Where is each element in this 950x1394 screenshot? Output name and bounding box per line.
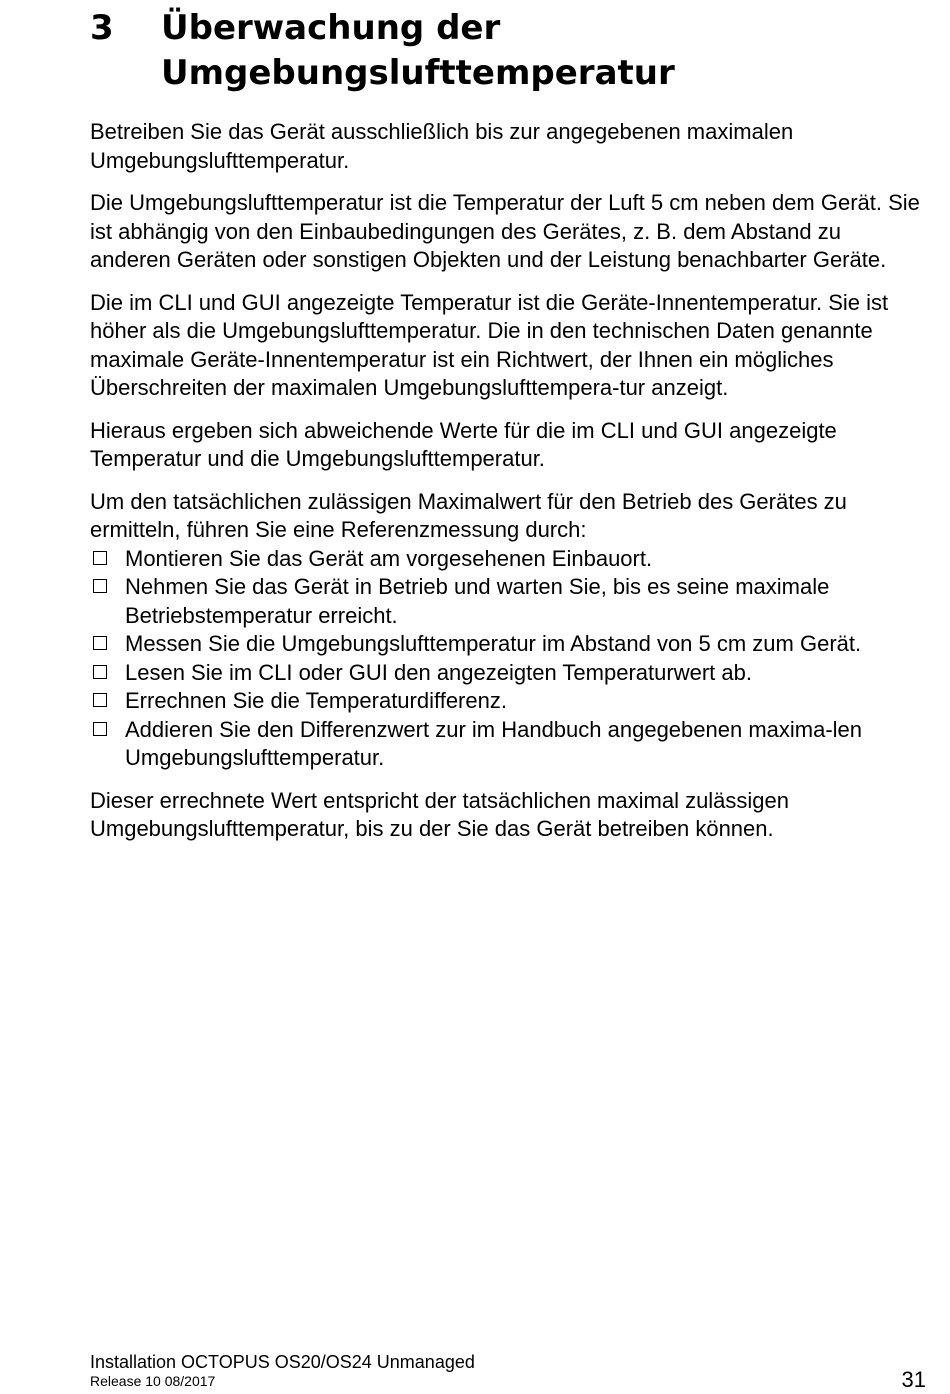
paragraph-reference-measurement: Um den tatsächlichen zulässigen Maximalwert für den Betrieb des Gerätes zu ermitteln, führen Sie eine Referenzmessung durch: (90, 488, 847, 542)
paragraph-internal-temperature: Die im CLI und GUI angezeigte Temperatur ist die Geräte-Innentemperatur. Sie ist höher als die Umgebungslufttemperatur. Die in den technischen Daten genannte maximale Geräte-Innentemperatur ist ein Richtwert, der Ihnen ein mögliches Überschreiten der maximalen Umgebungslufttempera-tur anzeigt. (90, 289, 889, 400)
section-number: 3 (90, 8, 114, 48)
step-item (90, 716, 925, 773)
step-text: Messen Sie die Umgebungslufttemperatur im Abstand von 5 cm zum Gerät. (125, 631, 862, 656)
step-list (90, 545, 925, 773)
checkbox-bullet-icon (93, 551, 107, 565)
page-number: 31 (901, 1367, 926, 1392)
section-title-line-2: Umgebungslufttemperatur (161, 53, 675, 93)
checkbox-bullet-icon (93, 579, 107, 593)
step-item (90, 573, 925, 630)
step-item (90, 630, 925, 659)
step-text: Lesen Sie im CLI oder GUI den angezeigten Temperaturwert ab. (125, 659, 752, 685)
checkbox-bullet-icon (93, 636, 107, 650)
step-text: Errechnen Sie die Temperaturdifferenz. (125, 688, 507, 713)
step-item (90, 687, 925, 716)
step-item (90, 659, 925, 688)
checkbox-bullet-icon (93, 665, 107, 679)
step-text: Addieren Sie den Differenzwert zur im Handbuch angegebenen maxima-len Umgebungslufttemperatur. (125, 716, 863, 770)
step-item (90, 545, 925, 574)
checkbox-bullet-icon (93, 693, 107, 707)
page-footer (90, 1352, 475, 1389)
paragraph-definition: Die Umgebungslufttemperatur ist die Temperatur der Luft 5 cm neben dem Gerät. Sie ist abhängig von den Einbaubedingungen des Gerätes, z. B. dem Abstand zu anderen Geräten oder sonstigen Objekten und der Leistung benachbarter Geräte. (90, 190, 920, 272)
paragraph-closing: Dieser errechnete Wert entspricht der tatsächlichen maximal zulässigen Umgebungslufttemperatur, bis zu der Sie das Gerät betreiben können. (90, 787, 790, 841)
step-text: Nehmen Sie das Gerät in Betrieb und warten Sie, bis es seine maximale Betriebstemperatur erreicht. (125, 574, 830, 628)
step-text: Montieren Sie das Gerät am vorgesehenen Einbauort. (125, 545, 653, 571)
paragraph-intro: Betreiben Sie das Gerät ausschließlich bis zur angegebenen maximalen Umgebungslufttemperatur. (90, 119, 794, 173)
footer-release: Release 10 08/2017 (90, 1373, 216, 1389)
section-title (161, 6, 675, 96)
checkbox-bullet-icon (93, 722, 107, 736)
section-title-line-1: Überwachung der (161, 8, 501, 48)
section-body (90, 118, 925, 858)
paragraph-deviation: Hieraus ergeben sich abweichende Werte für die im CLI und GUI angezeigte Temperatur und die Umgebungslufttemperatur. (90, 417, 837, 471)
footer-document-title: Installation OCTOPUS OS20/OS24 Unmanaged (90, 1352, 475, 1372)
